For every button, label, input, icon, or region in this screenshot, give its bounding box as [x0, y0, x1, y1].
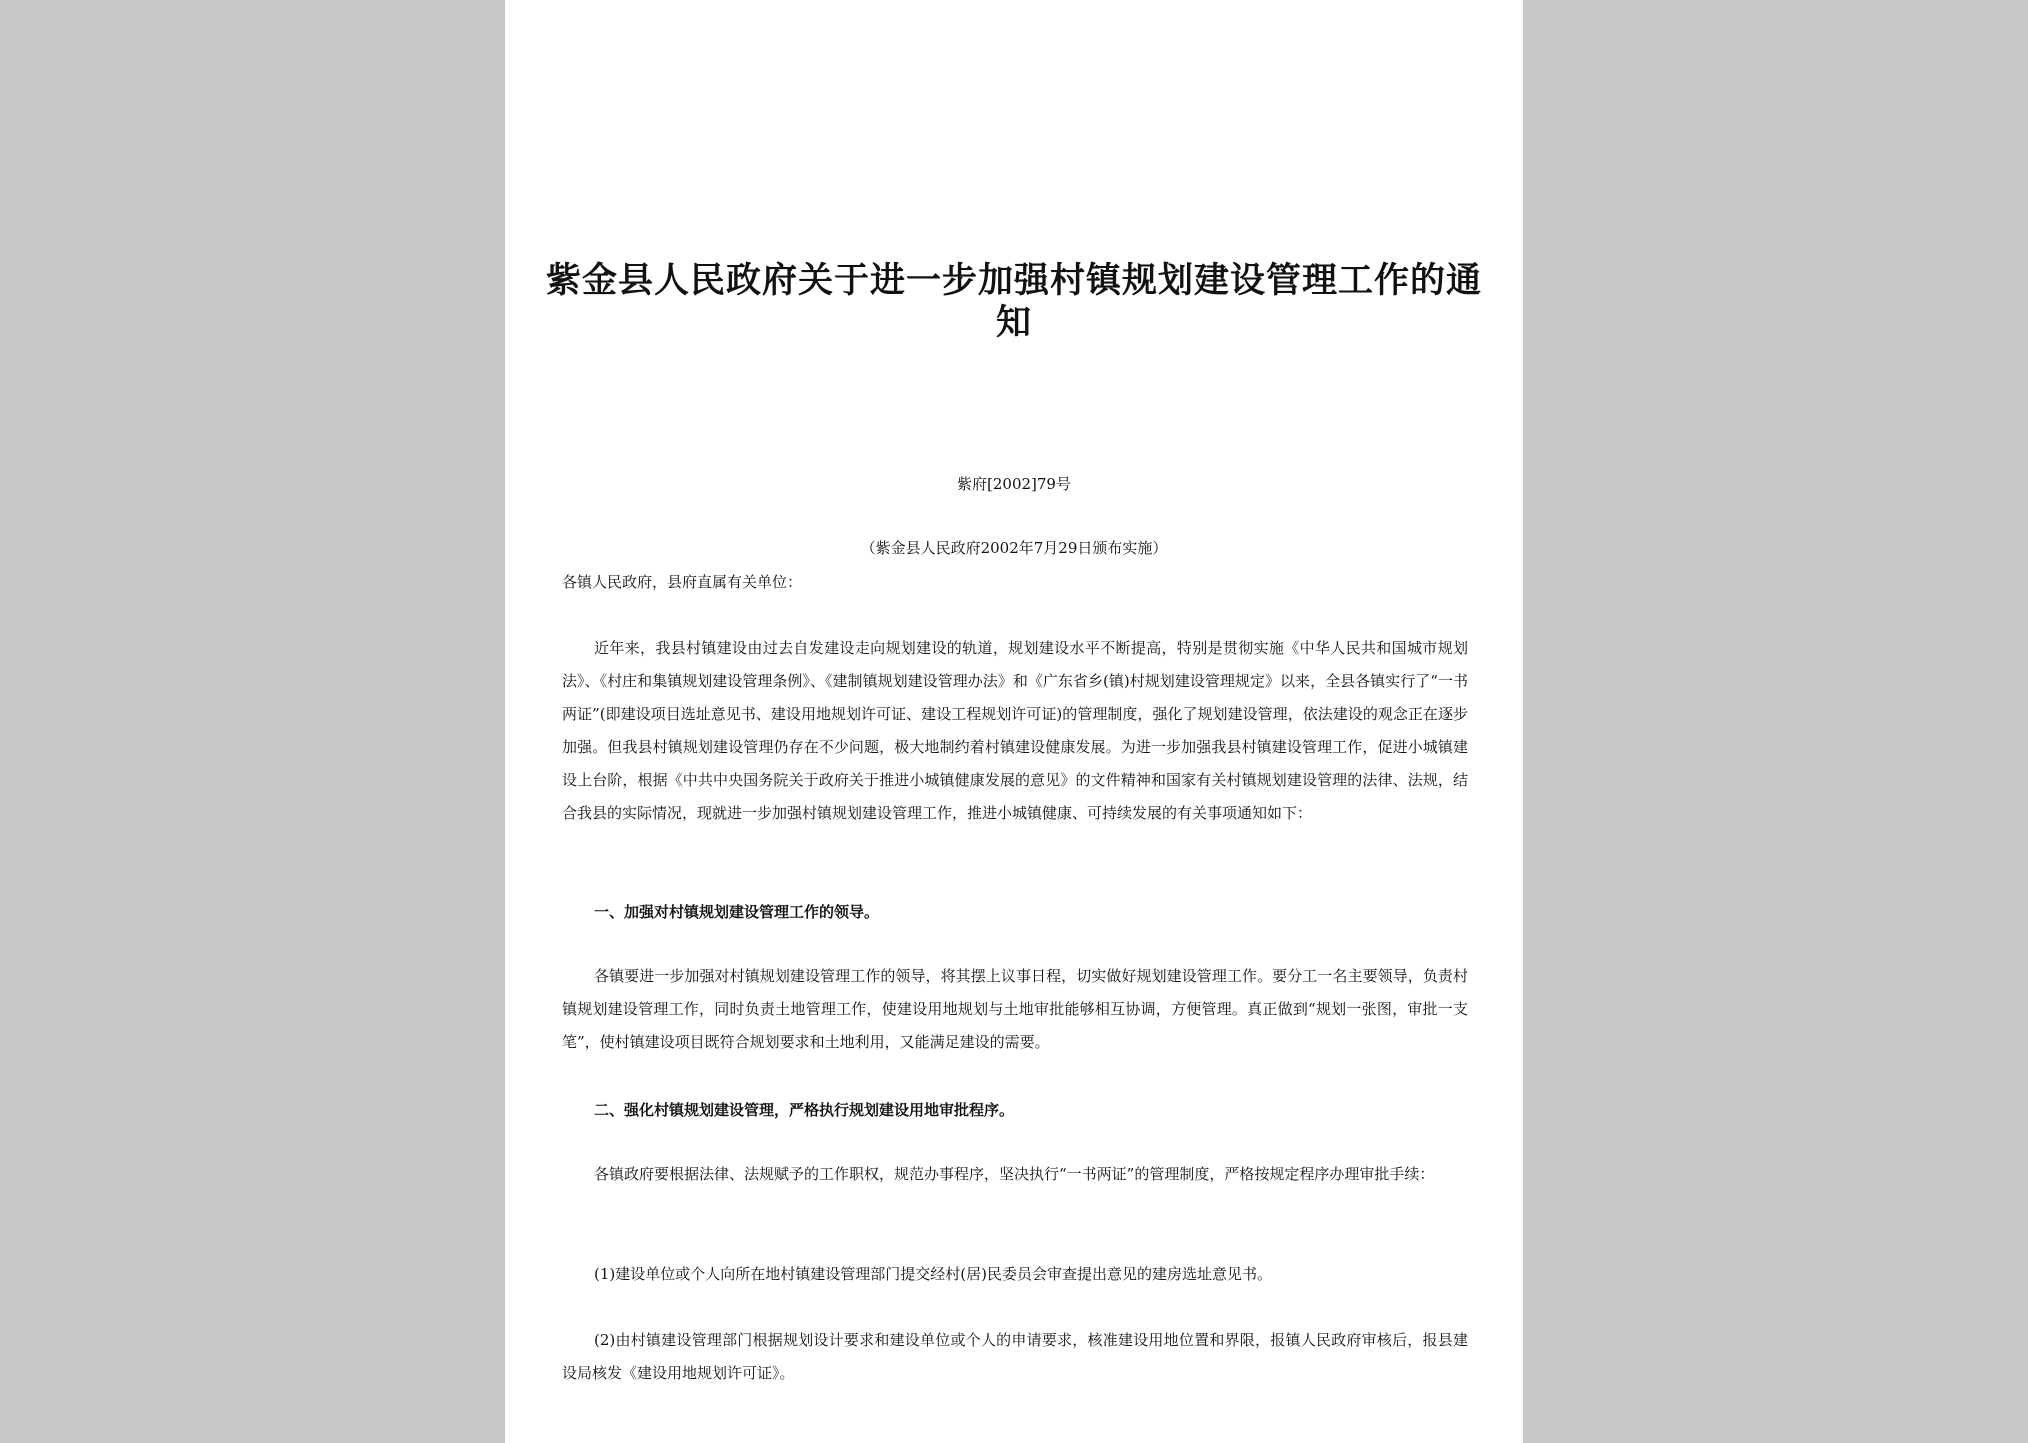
issue-note: （紫金县人民政府2002年7月29日颁布实施）: [860, 539, 1168, 557]
paragraph-intro: 近年来，我县村镇建设由过去自发建设走向规划建设的轨道，规划建设水平不断提高，特别是贯彻实施《中华人民共和国城市规划法》、《村庄和集镇规划建设管理条例》、《建制镇规划建设管理办法》和《广东省乡(镇)村规划建设管理规定》以来，全县各镇实行了“一书两证”(即建设项目选址意见书、建设用地规划许可证、建设工程规划许可证)的管理制度，强化了规划建设管理，依法建设的观念正在逐步加强。但我县村镇规划建设管理仍存在不少问题，极大地制约着村镇建设健康发展。为进一步加强我县村镇建设管理工作，促进小城镇建设上台阶，根据《中共中央国务院关于政府关于推进小城镇健康发展的意见》的文件精神和国家有关村镇规划建设管理的法律、法规，结合我县的实际情况，现就进一步加强村镇规划建设管理工作，推进小城镇健康、可持续发展的有关事项通知如下：: [562, 639, 1468, 822]
document-number: 紫府[2002]79号: [957, 475, 1071, 493]
section-heading-1: 一、加强对村镇规划建设管理工作的领导。: [594, 903, 880, 921]
paragraph-item-1: (1)建设单位或个人向所在地村镇建设管理部门提交经村(居)民委员会审查提出意见的建房选址意见书。: [594, 1265, 1272, 1283]
section-heading-2: 二、强化村镇规划建设管理，严格执行规划建设用地审批程序。: [594, 1101, 1015, 1119]
document-page: [505, 0, 1523, 1443]
paragraph-section-2: 各镇政府要根据法律、法规赋予的工作职权，规范办事程序，坚决执行“一书两证”的管理制度，严格按规定程序办理审批手续：: [594, 1165, 1435, 1183]
paragraph-section-1: 各镇要进一步加强对村镇规划建设管理工作的领导，将其摆上议事日程，切实做好规划建设管理工作。要分工一名主要领导，负责村镇规划建设管理工作，同时负责土地管理工作，使建设用地规划与土地审批能够相互协调，方便管理。真正做到“规划一张图，审批一支笔”，使村镇建设项目既符合规划要求和土地利用，又能满足建设的需要。: [562, 967, 1468, 1051]
document-title: 紫金县人民政府关于进一步加强村镇规划建设管理工作的通知: [545, 260, 1482, 343]
paragraph-item-2: (2)由村镇建设管理部门根据规划设计要求和建设单位或个人的申请要求，核准建设用地位置和界限，报镇人民政府审核后，报县建设局核发《建设用地规划许可证》。: [562, 1331, 1468, 1382]
salutation: 各镇人民政府，县府直属有关单位：: [562, 573, 803, 591]
